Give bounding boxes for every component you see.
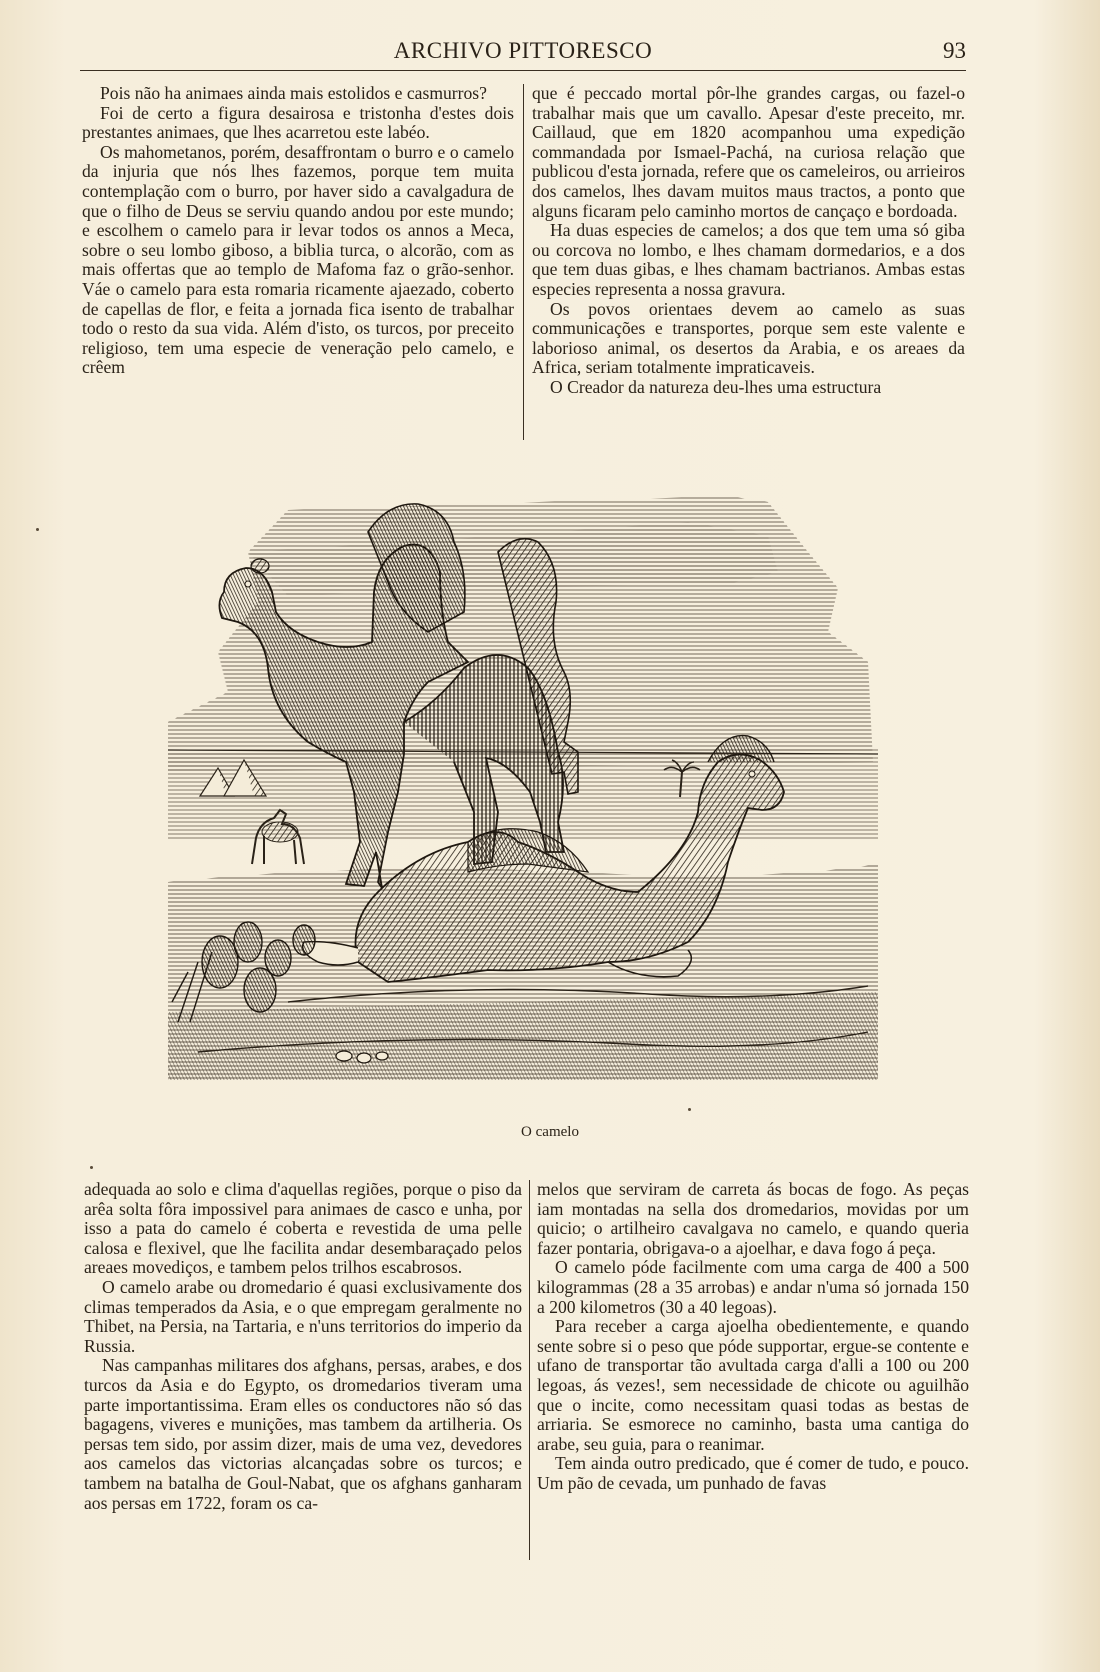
camel-engraving — [168, 492, 878, 1080]
paper-speck — [90, 1166, 93, 1169]
paper-speck — [36, 528, 39, 531]
paragraph: Nas campanhas militares dos afghans, persas, arabes, e dos turcos da Asia e do Egypto, os dromedarios tiveram uma parte importantissima. Eram elles os conductores não só das bagagens, viveres e munições, mas tambem da artilheria. Os persas tem sido, por assim dizer, mais de uma vez, devedores aos camelos das victorias alcançadas sobre os turcos; e tambem na batalha de Goul-Nabat, que os afghans ganharam aos persas em 1722, foram os ca- — [84, 1355, 522, 1513]
paragraph: Os mahometanos, porém, desaffrontam o burro e o camelo da injuria que nós lhes fazemos, porque tem muita contemplação com o burro, por haver sido a cavalgadura de que o filho de Deus se serviu quando andou por este mundo; e escolhem o camelo para ir levar todos os annos a Meca, sobre o seu lombo giboso, a biblia turca, o alcorão, com as mais offertas que ao templo de Mafoma faz o grão-senhor. Váe o camelo para esta romaria ricamente ajaezado, coberto de capellas de flor, e feita a jornada fica isento de trabalhar todo o resto da sua vida. Além d'isto, os turcos, por preceito religioso, tem uma especie de veneração pelo camelo, e crêem — [82, 141, 514, 378]
bottom-left-column — [84, 1180, 522, 1513]
paragraph: O camelo póde facilmente com uma carga de 400 a 500 kilogrammas (28 a 35 arrobas) e andar n'uma só jornada 150 a 200 kilometros (30 a 40 legoas). — [537, 1257, 969, 1317]
paragraph: que é peccado mortal pôr-lhe grandes cargas, ou fazel-o trabalhar mais que um cavallo. Apesar d'este preceito, mr. Caillaud, que em 1820 acompanhou uma expedição commandada por Ismael-Pachá, na curiosa relação que publicou d'esta jornada, refere que os cameleiros, ou arrieiros dos camelos, lhes davam muitos maus tractos, a ponto que alguns ficaram pelo caminho mortos de cançaço e bordoada. — [532, 83, 965, 221]
paragraph: Os povos orientaes devem ao camelo as suas communicações e transportes, porque sem este valente e laborioso animal, os desertos da Arabia, e os areaes da Africa, seriam totalmente impraticaveis. — [532, 298, 965, 378]
paragraph: adequada ao solo e clima d'aquellas regiões, porque o piso da arêa solta fôra impossivel para animaes de casco e unha, por isso a pata do camelo é coberta e revestida de uma pelle calosa e flexivel, que lhe facilita andar desembaraçado pelos areaes movediços, e tambem pelos trilhos escabrosos. — [84, 1179, 522, 1278]
page-number: 93 — [943, 38, 966, 63]
top-left-column — [82, 84, 514, 378]
paragraph: O Creador da natureza deu-lhes uma estructura — [550, 376, 882, 397]
column-rule — [523, 84, 524, 440]
paragraph: melos que serviram de carreta ás bocas de fogo. As peças iam montadas na sella dos dromedarios, movidas por um quicio; o artilheiro cavalgava no camelo, e quando queria fazer pontaria, obrigava-o a ajoelhar, e dava fogo á peça. — [537, 1179, 969, 1258]
paragraph: Para receber a carga ajoelha obedientemente, e quando sente sobre si o peso que póde supportar, ergue-se contente e ufano de transportar tão avultada carga d'alli a 100 ou 200 legoas, ás vezes!, sem necessidade de chicote ou aguilhão que o incite, como necessitam quasi todas as bestas de arriaria. Se esmorece no caminho, basta uma cantiga do arabe, seu guia, para o reanimar. — [537, 1316, 969, 1454]
top-right-column — [532, 84, 965, 398]
paragraph: Ha duas especies de camelos; a dos que tem uma só giba ou corcova no lombo, e lhes chamam dormedarios, e a dos que tem duas gibas, e lhes chamam bactrianos. Ambas estas especies representa a nossa gravura. — [532, 220, 965, 299]
paragraph: Pois não ha animaes ainda mais estolidos e casmurros? — [100, 83, 487, 103]
column-rule — [529, 1180, 530, 1560]
paper-speck — [688, 1108, 691, 1111]
figure-caption: O camelo — [521, 1124, 579, 1140]
paragraph: Foi de certo a figura desairosa e tristonha d'estes dois prestantes animaes, que lhes acarretou este labéo. — [82, 102, 514, 143]
paragraph: Tem ainda outro predicado, que é comer de tudo, e pouco. Um pão de cevada, um punhado de favas — [537, 1453, 969, 1493]
running-title: ARCHIVO PITTORESCO — [393, 38, 653, 63]
paragraph: O camelo arabe ou dromedario é quasi exclusivamente dos climas temperados da Asia, e o que empregam geralmente no Thibet, na Persia, na Tartaria, e n'uns territorios do imperio da Russia. — [84, 1276, 522, 1356]
page-header — [80, 38, 966, 71]
camel-illustration — [168, 492, 878, 1080]
bottom-right-column — [537, 1180, 969, 1494]
